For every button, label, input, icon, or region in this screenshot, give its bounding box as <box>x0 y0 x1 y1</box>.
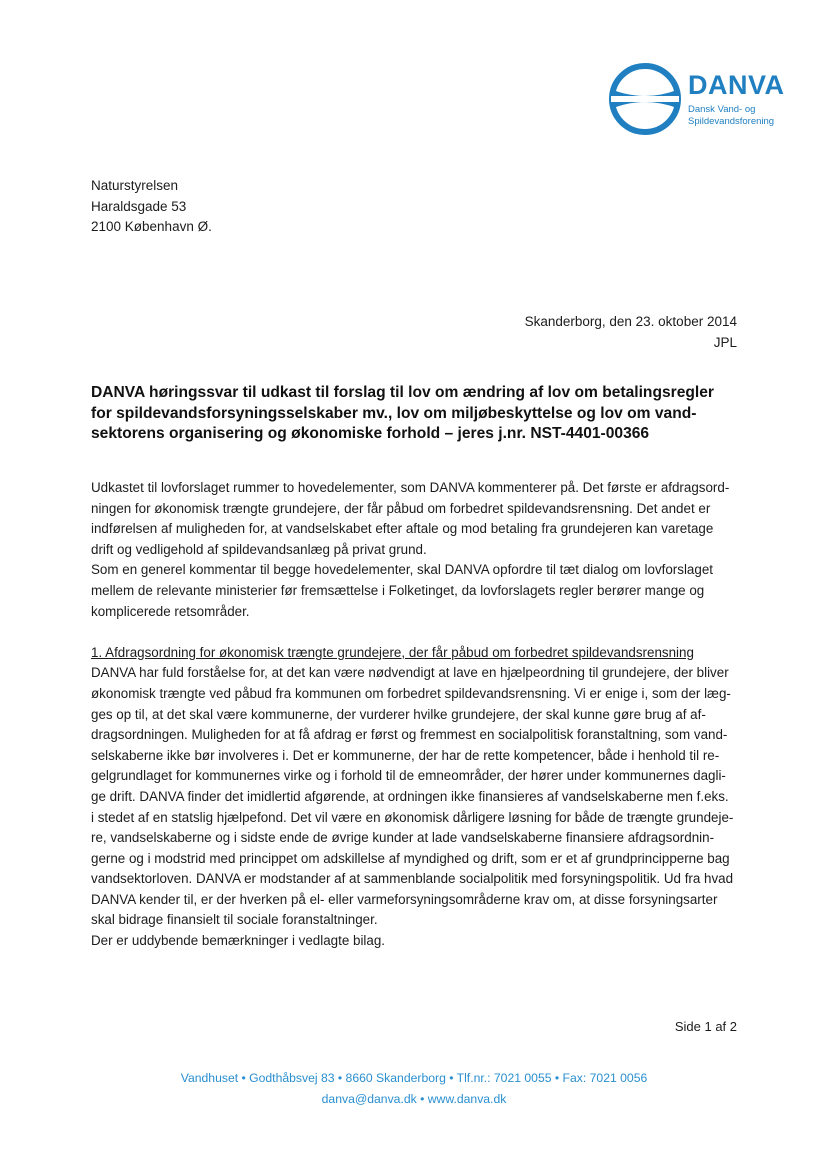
intro-paragraph <box>91 478 751 622</box>
footer-contact: danva@danva.dk • www.danva.dk <box>321 1091 507 1106</box>
letter-heading <box>91 383 751 445</box>
body-line: i stedet af en statslig hjælpefond. Det vil være en økonomisk dårligere løsning for både de trængte grundeje- <box>91 809 734 825</box>
heading-line: sektorens organisering og økonomiske forhold – jeres j.nr. NST-4401-00366 <box>91 425 650 442</box>
body-line: gerne og i modstrid med princippet om adskillelse af myndighed og drift, som er et af grundprincipperne bag <box>91 850 730 866</box>
letter-body <box>91 478 751 952</box>
body-line: DANVA har fuld forståelse for, at det kan være nødvendigt at lave en hjælpeordning til grundejere, der bliver <box>91 665 729 681</box>
body-line: mellem de relevante ministerier før fremsættelse i Folketinget, da lovforslagets regler berører mange og <box>91 582 705 598</box>
body-line: komplicerede retsområder. <box>91 603 250 619</box>
body-line: Der er uddybende bemærkninger i vedlagte bilag. <box>91 933 386 949</box>
logo-subtitle-line: Spildevandsforening <box>688 116 775 127</box>
footer-address: Vandhuset • Godthåbsvej 83 • 8660 Skanderborg • Tlf.nr.: 7021 0055 • Fax: 7021 0056 <box>180 1071 648 1085</box>
logo-name: DANVA <box>688 70 785 100</box>
danva-logo-mark-icon <box>607 60 687 138</box>
letter-date: Skanderborg, den 23. oktober 2014 <box>524 314 737 329</box>
body-line: selskaberne ikke bør involveres i. Det er kommunerne, der har de rette kompetencer, både i henhold til re- <box>91 747 720 763</box>
author-initials: JPL <box>713 334 737 350</box>
recipient-city: 2100 København Ø. <box>91 219 212 234</box>
body-line: skal bidrage finansielt til sociale foranstaltninger. <box>91 912 378 928</box>
body-line: vandsektorloven. DANVA er modstander af at sammenblande socialpolitik med forsyningspolitik. Ud fra hvad <box>91 871 734 887</box>
body-line: økonomisk trængte ved påbud fra kommunen om forbedret spildevandsrensning. Vi er enige i, som der læg- <box>91 685 731 701</box>
body-line: ningen for økonomisk trængte grundejere, der får påbud om forbedret spildevandsrensning. Det andet er <box>91 500 711 516</box>
letter-footer <box>0 1068 828 1109</box>
body-line: gelgrundlaget for kommunernes virke og i forhold til de emneområder, der hører under kommunernes dagli- <box>91 768 726 784</box>
body-line: re, vandselskaberne og i sidste ende de øvrige kunder at lade vandselskaberne finansiere afdragsordnin- <box>91 830 715 846</box>
body-line: drift og vedligehold af spildevandsanlæg på privat grund. <box>91 541 427 557</box>
body-line: Som en generel kommentar til begge hovedelementer, skal DANVA opfordre til tæt dialog om lovforslaget <box>91 562 713 578</box>
heading-line: for spildevandsforsyningsselskaber mv., lov om miljøbeskyttelse og lov om vand- <box>91 404 697 422</box>
body-line: DANVA kender til, er der hverken på el- eller varmeforsyningsområderne krav om, at disse forsyningsarter <box>91 891 718 907</box>
body-line: ges op til, at det skal være kommunerne, der vurderer hvilke grundejere, der skal kunne gøre brug af af- <box>91 706 706 722</box>
recipient-address <box>91 176 212 238</box>
heading-line: DANVA høringssvar til udkast til forslag til lov om ændring af lov om betalingsregler <box>91 384 714 401</box>
body-line: Udkastet til lovforslaget rummer to hovedelementer, som DANVA kommenterer på. Det første er afdragsord- <box>91 480 730 495</box>
body-line: ge drift. DANVA finder det imidlertid afgørende, at ordningen ikke finansieres af vandselskaberne men f.eks. <box>91 788 729 804</box>
danva-logo <box>607 60 797 138</box>
recipient-street: Haraldsgade 53 <box>91 198 187 214</box>
date-block <box>525 312 737 353</box>
section-1 <box>91 643 751 952</box>
section-heading: 1. Afdragsordning for økonomisk trængte grundejere, der får påbud om forbedret spildevandsrensning <box>91 644 694 660</box>
logo-subtitle <box>688 104 774 128</box>
paragraph-gap <box>91 622 751 643</box>
logo-subtitle-line: Dansk Vand- og <box>688 104 756 115</box>
page-number: Side 1 af 2 <box>674 1019 737 1034</box>
recipient-name: Naturstyrelsen <box>91 178 179 193</box>
body-line: indførelsen af muligheden for, at vandselskabet efter aftale og mod betaling fra grundejeren kan varetage <box>91 521 714 537</box>
body-line: dragsordningen. Muligheden for at få afdrag er først og fremmest en socialpolitisk foranstaltning, som vand- <box>91 727 728 743</box>
